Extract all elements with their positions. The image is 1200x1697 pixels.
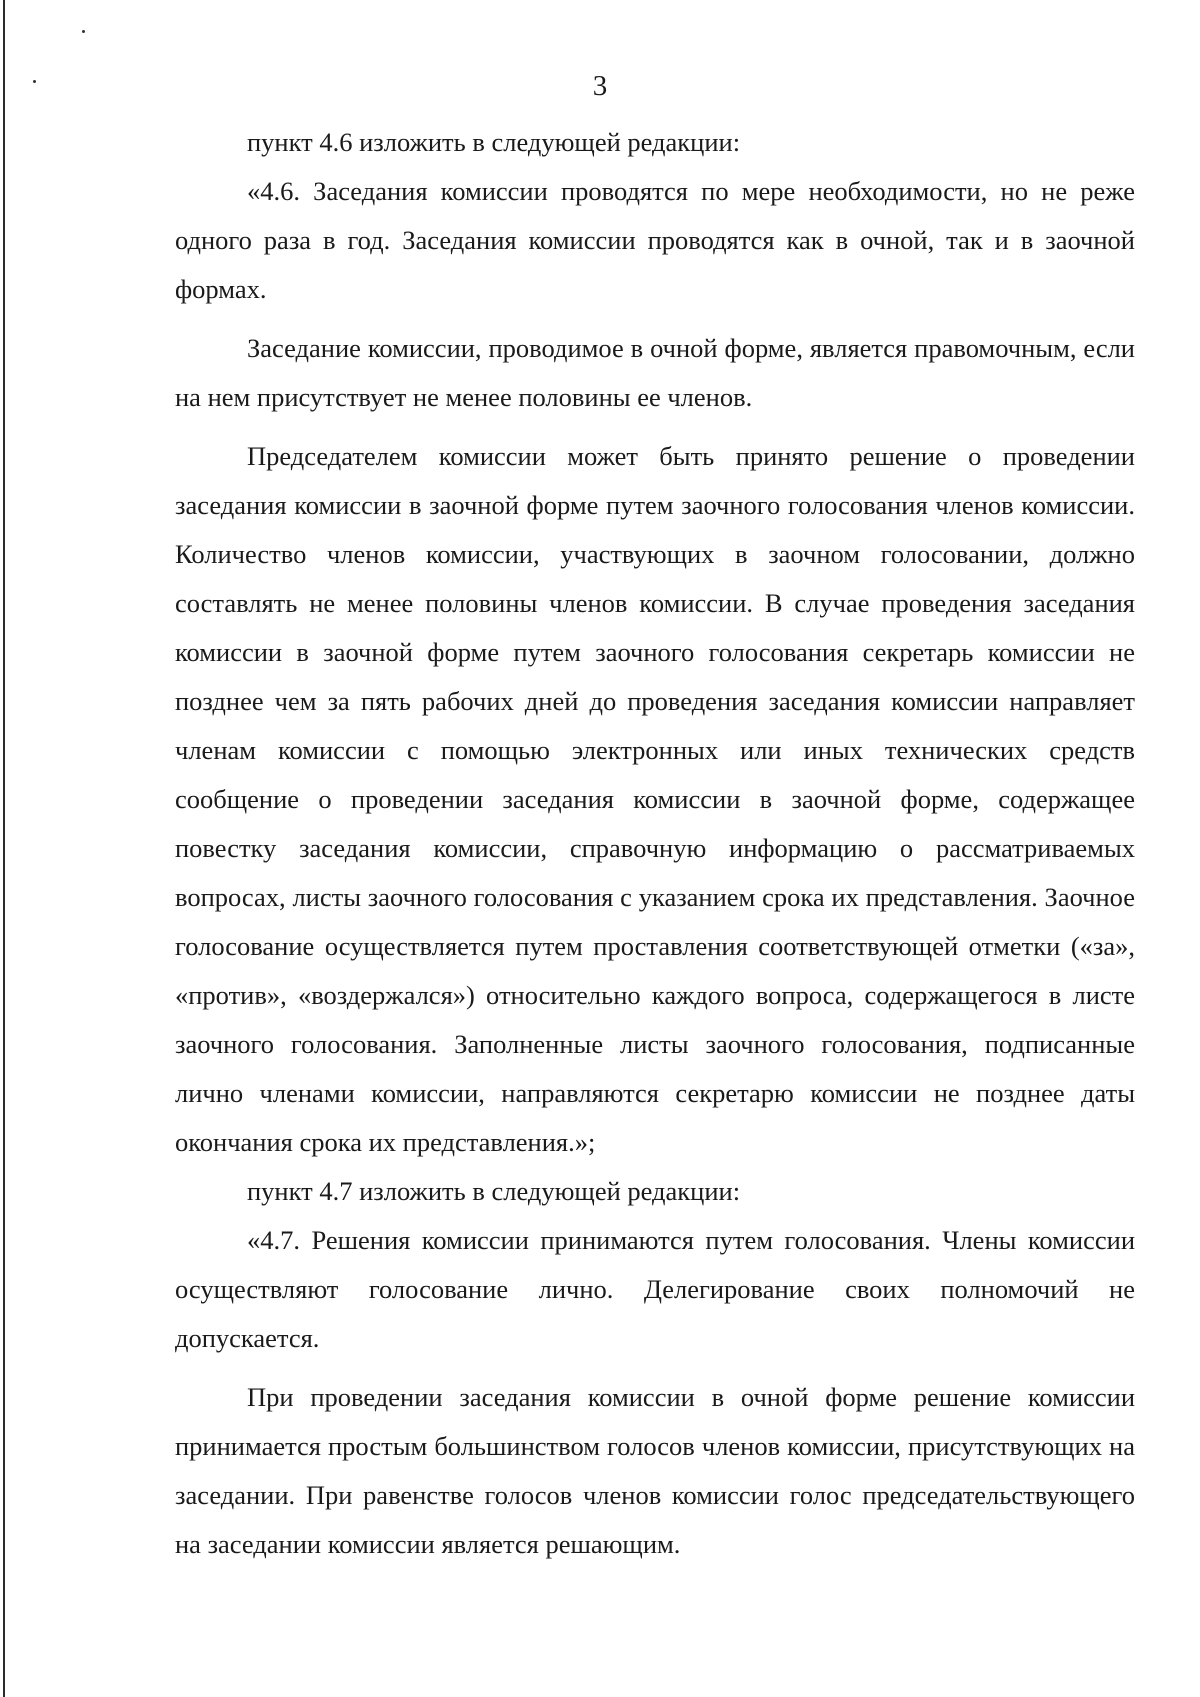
paragraph-quorum: Заседание комиссии, проводимое в очной форме, является правомочным, если на нем присутствует не менее половины ее членов.	[175, 333, 1135, 412]
paragraph-majority-vote: При проведении заседания комиссии в очной форме решение комиссии принимается простым большинством голосов членов комиссии, присутствующих на заседании. При равенстве голосов членов комиссии голос председательствующего на заседании комиссии является решающим.	[175, 1382, 1135, 1559]
scan-page-edge	[3, 0, 5, 1697]
document-body	[175, 118, 1135, 1569]
paragraph-amend-4-7-intro: пункт 4.7 изложить в следующей редакции:	[247, 1176, 741, 1206]
paragraph-4-7-decisions: «4.7. Решения комиссии принимаются путем голосования. Члены комиссии осуществляют голосование лично. Делегирование своих полномочий не допускается.	[175, 1225, 1135, 1353]
paragraph-amend-4-6-intro: пункт 4.6 изложить в следующей редакции:	[247, 127, 741, 157]
paragraph-absentee-voting: Председателем комиссии может быть принято решение о проведении заседания комиссии в заочной форме путем заочного голосования членов комиссии. Количество членов комиссии, участвующих в заочном голосовании, должно составлять не менее половины членов комиссии. В случае проведения заседания комиссии в заочной форме путем заочного голосования секретарь комиссии не позднее чем за пять рабочих дней до проведения заседания комиссии направляет членам комиссии с помощью электронных или иных технических средств сообщение о проведении заседания комиссии в заочной форме, содержащее повестку заседания комиссии, справочную информацию о рассматриваемых вопросах, листы заочного голосования с указанием срока их представления. Заочное голосование осуществляется путем проставления соответствующей отметки («за», «против», «воздержался») относительно каждого вопроса, содержащегося в листе заочного голосования. Заполненные листы заочного голосования, подписанные лично членами комиссии, направляются секретарю комиссии не позднее даты окончания срока их представления.»;	[175, 441, 1135, 1157]
scan-speck	[82, 30, 85, 33]
page-number: 3	[592, 70, 608, 102]
paragraph-4-6-meetings: «4.6. Заседания комиссии проводятся по мере необходимости, но не реже одного раза в год. Заседания комиссии проводятся как в очной, так и в заочной формах.	[175, 176, 1135, 304]
